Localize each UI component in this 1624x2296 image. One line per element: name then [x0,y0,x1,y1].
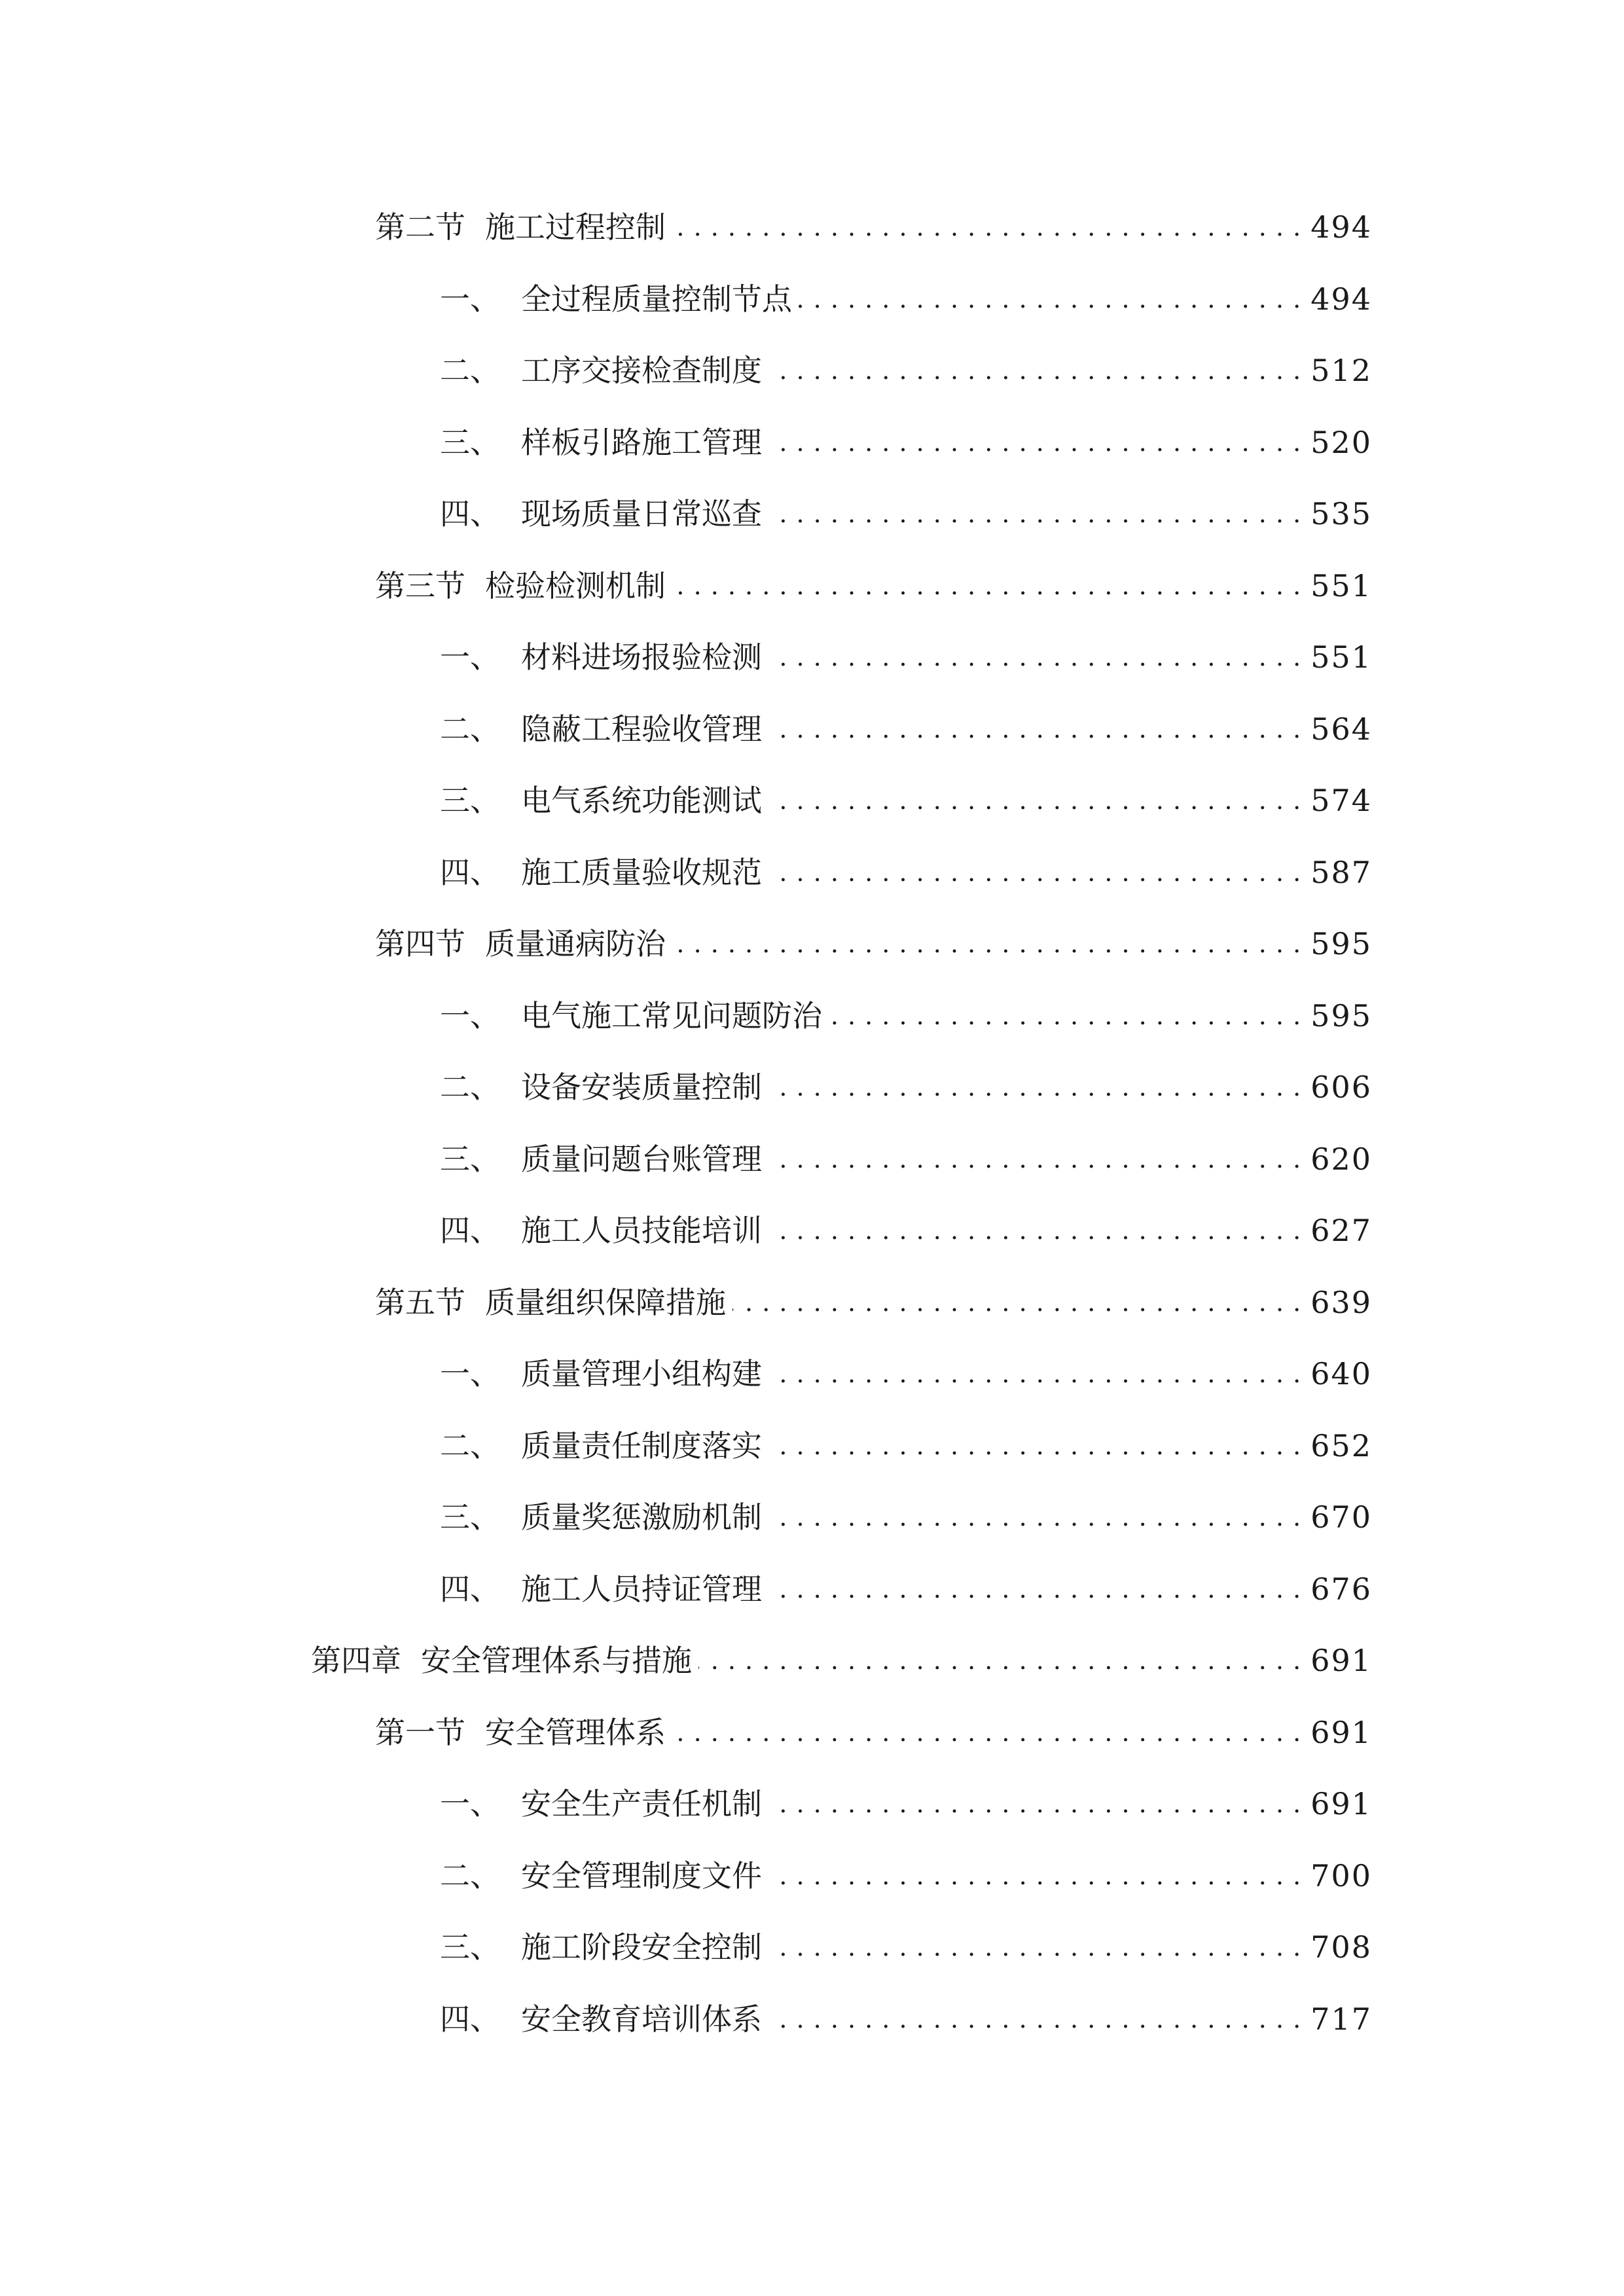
toc-entry-label: 一、 [440,639,500,675]
toc-entry-label: 四、 [440,1571,500,1607]
toc-entry-title: 安全管理体系与措施 [421,1643,692,1678]
toc-entry-title: 检验检测机制 [485,568,666,603]
toc-entry[interactable] [375,190,1372,245]
dot-leader [672,568,1301,601]
toc-entry-label: 二、 [440,1428,500,1463]
toc-entry-title: 施工过程控制 [485,209,666,245]
toc-entry-title: 施工人员持证管理 [521,1571,762,1607]
toc-entry-page: 620 [1310,1141,1372,1177]
toc-entry[interactable] [440,405,1372,460]
dot-leader [768,496,1301,529]
toc-entry-page: 574 [1310,783,1372,818]
toc-entry[interactable] [440,333,1372,386]
toc-entry-title: 质量管理小组构建 [521,1356,762,1391]
toc-entry[interactable] [440,1193,1372,1246]
dot-leader [768,783,1301,816]
toc-entry[interactable] [440,692,1372,747]
toc-entry-page: 717 [1310,2001,1372,2037]
toc-entry[interactable] [440,763,1372,816]
toc-entry-label: 第五节 [375,1285,465,1320]
toc-entry-page: 670 [1310,1499,1372,1535]
toc-entry-title: 质量问题台账管理 [521,1141,762,1177]
dot-leader [799,281,1301,314]
toc-entry[interactable] [440,620,1372,675]
toc-entry-label: 三、 [440,1141,500,1177]
toc-entry-page: 691 [1310,1643,1372,1678]
toc-entry-label: 二、 [440,711,500,747]
toc-entry-label: 一、 [440,998,500,1033]
dot-leader [768,1356,1301,1389]
toc-entry-label: 第四节 [375,926,465,961]
toc-entry[interactable] [440,978,1372,1031]
toc-entry-title: 现场质量日常巡查 [521,496,762,531]
toc-entry-page: 606 [1310,1069,1372,1105]
toc-entry-page: 551 [1310,568,1372,603]
toc-entry-page: 494 [1310,209,1372,245]
toc-entry[interactable] [375,548,1372,601]
toc-entry-page: 564 [1310,711,1372,747]
toc-entry-page: 708 [1310,1929,1372,1965]
toc-entry[interactable] [311,1623,1372,1676]
toc-entry-label: 第三节 [375,568,465,603]
toc-entry[interactable] [440,476,1372,529]
toc-entry[interactable] [375,906,1372,959]
toc-entry-label: 一、 [440,1356,500,1391]
toc-entry-title: 施工质量验收规范 [521,855,762,890]
toc-entry-page: 520 [1310,425,1372,460]
toc-entry[interactable] [440,835,1372,888]
toc-entry-label: 三、 [440,1929,500,1965]
dot-leader [768,1069,1301,1102]
dot-leader [672,1715,1301,1748]
toc-entry-page: 652 [1310,1428,1372,1463]
toc-entry-title: 安全管理体系 [485,1715,666,1750]
toc-entry-title: 质量组织保障措施 [485,1285,726,1320]
dot-leader [768,2001,1301,2034]
toc-entry-page: 691 [1310,1715,1372,1750]
toc-entry-label: 二、 [440,1858,500,1893]
dot-leader [672,209,1301,242]
toc-entry-title: 电气系统功能测试 [521,783,762,818]
toc-entry-title: 质量责任制度落实 [521,1428,762,1463]
toc-entry-page: 587 [1310,855,1372,890]
dot-leader [768,425,1301,457]
toc-entry-label: 四、 [440,1213,500,1248]
toc-entry-title: 全过程质量控制节点 [521,281,792,317]
toc-entry-title: 材料进场报验检测 [521,639,762,675]
dot-leader [768,1858,1301,1891]
toc-entry-title: 安全管理制度文件 [521,1858,762,1893]
toc-entry-title: 安全生产责任机制 [521,1786,762,1821]
toc-entry[interactable] [440,1910,1372,1965]
toc-entry-title: 施工人员技能培训 [521,1213,762,1248]
toc-entry[interactable] [440,1050,1372,1105]
dot-leader [732,1285,1301,1318]
toc-entry-page: 595 [1310,926,1372,961]
toc-entry[interactable] [440,1767,1372,1819]
dot-leader [768,1428,1301,1461]
toc-entry-title: 质量通病防治 [485,926,666,961]
dot-leader [672,926,1301,959]
dot-leader [768,855,1301,888]
dot-leader [768,1213,1301,1246]
toc-entry-label: 二、 [440,1069,500,1105]
toc-entry-title: 电气施工常见问题防治 [521,998,822,1033]
toc-entry[interactable] [440,1982,1372,2037]
toc-entry-title: 安全教育培训体系 [521,2001,762,2037]
toc-entry-page: 512 [1310,353,1372,388]
dot-leader [768,1571,1301,1604]
toc-entry[interactable] [440,1336,1372,1389]
toc-entry-title: 隐蔽工程验收管理 [521,711,762,747]
toc-entry[interactable] [375,1265,1372,1318]
toc-entry-label: 三、 [440,783,500,818]
toc-entry-title: 质量奖惩激励机制 [521,1499,762,1535]
toc-entry-page: 627 [1310,1213,1372,1248]
toc-entry-label: 二、 [440,353,500,388]
toc-entry-label: 四、 [440,855,500,890]
toc-entry-page: 551 [1310,639,1372,675]
dot-leader [768,639,1301,672]
toc-entry[interactable] [440,1122,1372,1177]
toc-entry-label: 四、 [440,2001,500,2037]
toc-entry-title: 工序交接检查制度 [521,353,762,388]
toc-entry-label: 三、 [440,1499,500,1535]
dot-leader [768,353,1301,386]
toc-entry-title: 样板引路施工管理 [521,425,762,460]
toc-entry[interactable] [440,1408,1372,1461]
dot-leader [768,1141,1301,1174]
toc-entry[interactable] [440,262,1372,317]
toc-entry-label: 第二节 [375,209,465,245]
dot-leader [829,998,1301,1031]
dot-leader [768,1929,1301,1962]
toc-entry[interactable] [440,1480,1372,1535]
toc-entry-label: 第一节 [375,1715,465,1750]
toc-entry[interactable] [375,1695,1372,1748]
toc-entry-page: 639 [1310,1285,1372,1320]
toc-entry-page: 595 [1310,998,1372,1033]
toc-entry-label: 三、 [440,425,500,460]
toc-entry-page: 691 [1310,1786,1372,1821]
toc-entry-label: 一、 [440,1786,500,1821]
toc-entry-page: 535 [1310,496,1372,531]
toc-entry-page: 640 [1310,1356,1372,1391]
toc-entry[interactable] [440,1552,1372,1607]
toc-entry-label: 四、 [440,496,500,531]
toc-entry-label: 第四章 [311,1643,401,1678]
toc-entry-title: 施工阶段安全控制 [521,1929,762,1965]
dot-leader [698,1643,1301,1676]
toc-entry-page: 676 [1310,1571,1372,1607]
toc-entry-page: 700 [1310,1858,1372,1893]
toc-entry[interactable] [440,1839,1372,1891]
toc-entry-label: 一、 [440,281,500,317]
dot-leader [768,1786,1301,1819]
dot-leader [768,1499,1301,1532]
toc-entry-title: 设备安装质量控制 [521,1069,762,1105]
toc-entry-page: 494 [1310,281,1372,317]
dot-leader [768,711,1301,744]
